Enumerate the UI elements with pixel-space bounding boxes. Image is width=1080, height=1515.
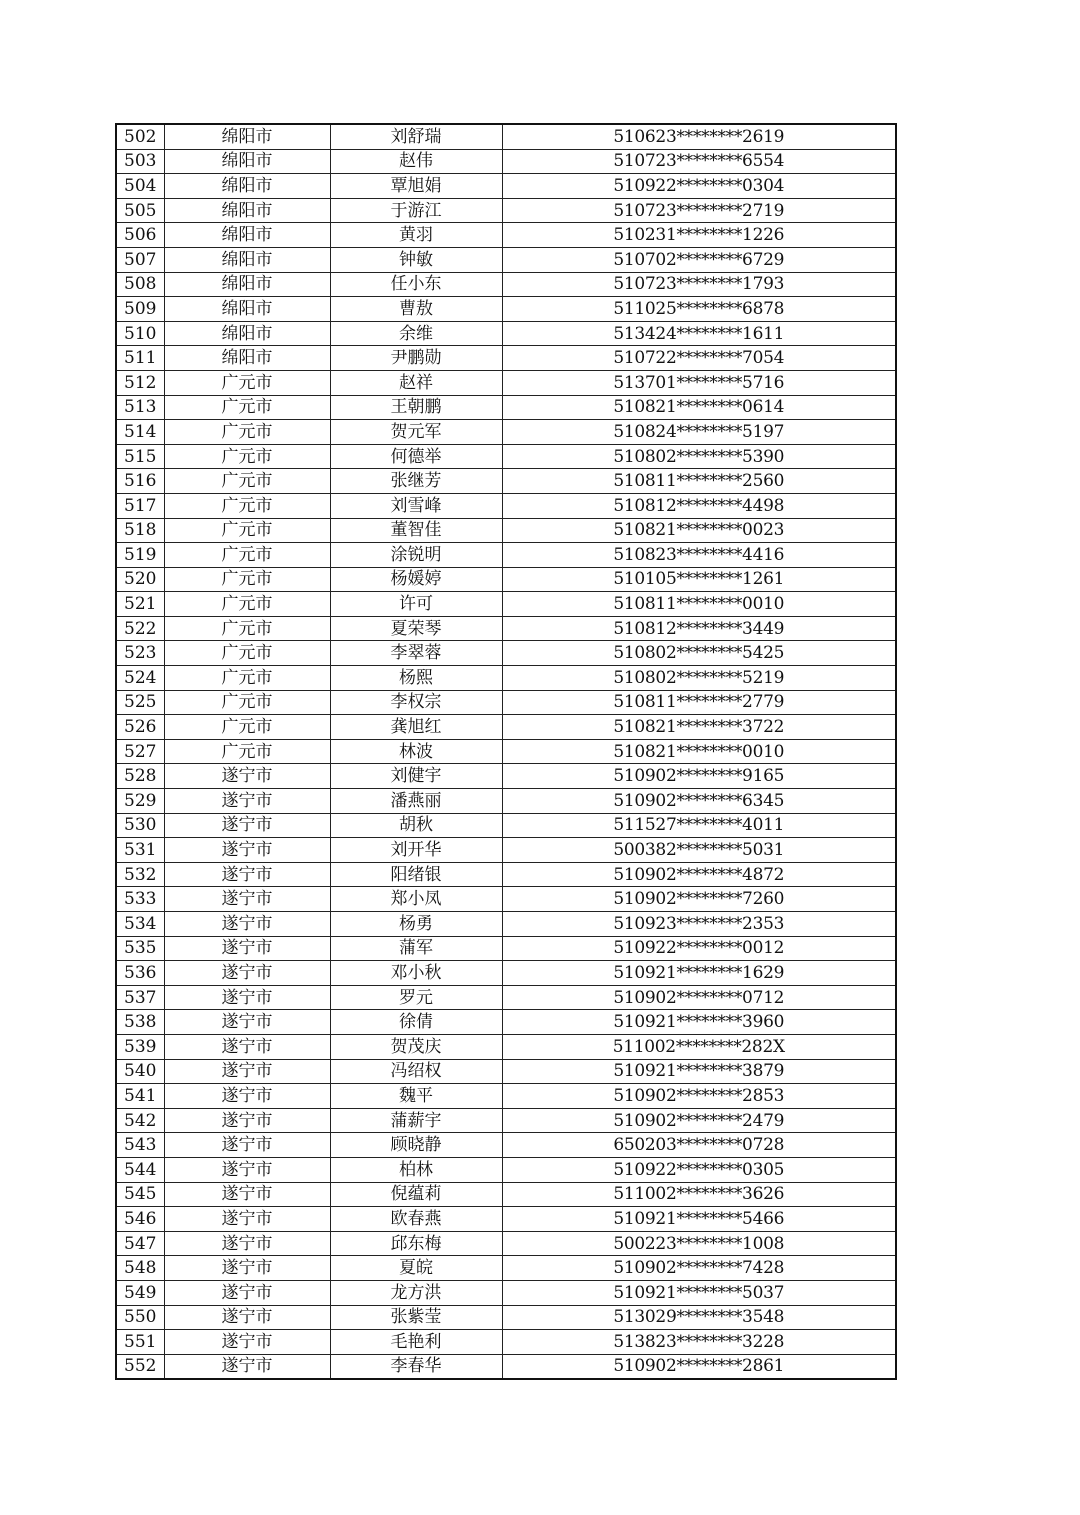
name-cell: 黄羽 xyxy=(330,223,502,248)
name-cell: 郑小凤 xyxy=(330,887,502,912)
table-row xyxy=(116,198,896,223)
id-number-cell: 511025********6878 xyxy=(502,297,896,322)
name-cell: 董智佳 xyxy=(330,518,502,543)
city-cell: 遂宁市 xyxy=(164,1059,330,1084)
city-cell: 广元市 xyxy=(164,444,330,469)
name-cell: 张继芳 xyxy=(330,469,502,494)
name-cell: 杨勇 xyxy=(330,912,502,937)
table-row xyxy=(116,493,896,518)
name-cell: 赵伟 xyxy=(330,149,502,174)
id-number-cell: 510902********7428 xyxy=(502,1256,896,1281)
city-cell: 遂宁市 xyxy=(164,862,330,887)
table-row xyxy=(116,149,896,174)
name-cell: 尹鹏勋 xyxy=(330,346,502,371)
row-number-cell: 528 xyxy=(116,764,164,789)
id-number-cell: 510811********0010 xyxy=(502,592,896,617)
city-cell: 遂宁市 xyxy=(164,1157,330,1182)
id-number-cell: 510821********0614 xyxy=(502,395,896,420)
name-cell: 刘健宇 xyxy=(330,764,502,789)
table-row xyxy=(116,444,896,469)
id-number-cell: 513701********5716 xyxy=(502,370,896,395)
city-cell: 遂宁市 xyxy=(164,813,330,838)
table-row xyxy=(116,862,896,887)
row-number-cell: 506 xyxy=(116,223,164,248)
row-number-cell: 518 xyxy=(116,518,164,543)
name-cell: 邱东梅 xyxy=(330,1231,502,1256)
table-row xyxy=(116,1330,896,1355)
table-row xyxy=(116,764,896,789)
city-cell: 广元市 xyxy=(164,395,330,420)
table-row xyxy=(116,739,896,764)
name-cell: 阳绪银 xyxy=(330,862,502,887)
roster-table xyxy=(115,123,897,1380)
table-row xyxy=(116,321,896,346)
id-number-cell: 510105********1261 xyxy=(502,567,896,592)
row-number-cell: 513 xyxy=(116,395,164,420)
row-number-cell: 549 xyxy=(116,1280,164,1305)
row-number-cell: 517 xyxy=(116,493,164,518)
city-cell: 遂宁市 xyxy=(164,1354,330,1379)
id-number-cell: 500223********1008 xyxy=(502,1231,896,1256)
row-number-cell: 535 xyxy=(116,936,164,961)
city-cell: 绵阳市 xyxy=(164,223,330,248)
table-row xyxy=(116,1280,896,1305)
name-cell: 余维 xyxy=(330,321,502,346)
row-number-cell: 531 xyxy=(116,838,164,863)
row-number-cell: 520 xyxy=(116,567,164,592)
table-row xyxy=(116,1133,896,1158)
table-row xyxy=(116,1157,896,1182)
city-cell: 遂宁市 xyxy=(164,961,330,986)
city-cell: 遂宁市 xyxy=(164,985,330,1010)
city-cell: 绵阳市 xyxy=(164,149,330,174)
row-number-cell: 526 xyxy=(116,715,164,740)
id-number-cell: 510723********2719 xyxy=(502,198,896,223)
row-number-cell: 529 xyxy=(116,789,164,814)
name-cell: 徐倩 xyxy=(330,1010,502,1035)
table-row xyxy=(116,1034,896,1059)
row-number-cell: 547 xyxy=(116,1231,164,1256)
table-row xyxy=(116,985,896,1010)
name-cell: 何德举 xyxy=(330,444,502,469)
name-cell: 刘雪峰 xyxy=(330,493,502,518)
name-cell: 刘舒瑞 xyxy=(330,124,502,149)
city-cell: 遂宁市 xyxy=(164,936,330,961)
id-number-cell: 513029********3548 xyxy=(502,1305,896,1330)
name-cell: 于游江 xyxy=(330,198,502,223)
table-row xyxy=(116,961,896,986)
roster-table-body xyxy=(116,124,896,1379)
row-number-cell: 540 xyxy=(116,1059,164,1084)
name-cell: 王朝鹏 xyxy=(330,395,502,420)
row-number-cell: 515 xyxy=(116,444,164,469)
id-number-cell: 510923********2353 xyxy=(502,912,896,937)
table-row xyxy=(116,469,896,494)
row-number-cell: 519 xyxy=(116,543,164,568)
row-number-cell: 510 xyxy=(116,321,164,346)
table-row xyxy=(116,247,896,272)
name-cell: 钟敏 xyxy=(330,247,502,272)
id-number-cell: 510921********3879 xyxy=(502,1059,896,1084)
table-row xyxy=(116,1305,896,1330)
table-row xyxy=(116,395,896,420)
name-cell: 刘开华 xyxy=(330,838,502,863)
name-cell: 李翠蓉 xyxy=(330,641,502,666)
row-number-cell: 532 xyxy=(116,862,164,887)
city-cell: 广元市 xyxy=(164,469,330,494)
row-number-cell: 544 xyxy=(116,1157,164,1182)
table-row xyxy=(116,1084,896,1109)
city-cell: 遂宁市 xyxy=(164,1207,330,1232)
row-number-cell: 514 xyxy=(116,420,164,445)
name-cell: 贺茂庆 xyxy=(330,1034,502,1059)
city-cell: 广元市 xyxy=(164,493,330,518)
id-number-cell: 510823********4416 xyxy=(502,543,896,568)
id-number-cell: 510902********2853 xyxy=(502,1084,896,1109)
id-number-cell: 510231********1226 xyxy=(502,223,896,248)
name-cell: 夏荣琴 xyxy=(330,616,502,641)
name-cell: 龙方洪 xyxy=(330,1280,502,1305)
table-row xyxy=(116,223,896,248)
city-cell: 遂宁市 xyxy=(164,1108,330,1133)
name-cell: 许可 xyxy=(330,592,502,617)
city-cell: 广元市 xyxy=(164,420,330,445)
name-cell: 涂锐明 xyxy=(330,543,502,568)
name-cell: 曹敖 xyxy=(330,297,502,322)
row-number-cell: 503 xyxy=(116,149,164,174)
table-row xyxy=(116,420,896,445)
table-row xyxy=(116,715,896,740)
name-cell: 柏林 xyxy=(330,1157,502,1182)
id-number-cell: 510821********3722 xyxy=(502,715,896,740)
name-cell: 胡秋 xyxy=(330,813,502,838)
id-number-cell: 510902********4872 xyxy=(502,862,896,887)
id-number-cell: 510723********6554 xyxy=(502,149,896,174)
id-number-cell: 510922********0305 xyxy=(502,1157,896,1182)
row-number-cell: 537 xyxy=(116,985,164,1010)
id-number-cell: 510902********0712 xyxy=(502,985,896,1010)
name-cell: 龚旭红 xyxy=(330,715,502,740)
id-number-cell: 510902********2861 xyxy=(502,1354,896,1379)
table-row xyxy=(116,297,896,322)
table-row xyxy=(116,1182,896,1207)
id-number-cell: 510902********6345 xyxy=(502,789,896,814)
row-number-cell: 507 xyxy=(116,247,164,272)
name-cell: 杨熙 xyxy=(330,666,502,691)
name-cell: 蒲薪宇 xyxy=(330,1108,502,1133)
id-number-cell: 510811********2779 xyxy=(502,690,896,715)
id-number-cell: 510824********5197 xyxy=(502,420,896,445)
city-cell: 绵阳市 xyxy=(164,346,330,371)
table-row xyxy=(116,1207,896,1232)
id-number-cell: 510922********0304 xyxy=(502,174,896,199)
row-number-cell: 512 xyxy=(116,370,164,395)
city-cell: 广元市 xyxy=(164,690,330,715)
id-number-cell: 510811********2560 xyxy=(502,469,896,494)
city-cell: 遂宁市 xyxy=(164,1256,330,1281)
row-number-cell: 533 xyxy=(116,887,164,912)
name-cell: 夏皖 xyxy=(330,1256,502,1281)
name-cell: 贺元军 xyxy=(330,420,502,445)
table-row xyxy=(116,567,896,592)
name-cell: 潘燕丽 xyxy=(330,789,502,814)
city-cell: 绵阳市 xyxy=(164,247,330,272)
row-number-cell: 548 xyxy=(116,1256,164,1281)
row-number-cell: 538 xyxy=(116,1010,164,1035)
id-number-cell: 510623********2619 xyxy=(502,124,896,149)
id-number-cell: 650203********0728 xyxy=(502,1133,896,1158)
id-number-cell: 510922********0012 xyxy=(502,936,896,961)
id-number-cell: 511527********4011 xyxy=(502,813,896,838)
name-cell: 魏平 xyxy=(330,1084,502,1109)
name-cell: 李春华 xyxy=(330,1354,502,1379)
city-cell: 遂宁市 xyxy=(164,838,330,863)
row-number-cell: 546 xyxy=(116,1207,164,1232)
table-row xyxy=(116,813,896,838)
city-cell: 绵阳市 xyxy=(164,321,330,346)
row-number-cell: 521 xyxy=(116,592,164,617)
city-cell: 广元市 xyxy=(164,616,330,641)
city-cell: 广元市 xyxy=(164,715,330,740)
row-number-cell: 552 xyxy=(116,1354,164,1379)
row-number-cell: 541 xyxy=(116,1084,164,1109)
table-row xyxy=(116,789,896,814)
table-row xyxy=(116,641,896,666)
id-number-cell: 510802********5425 xyxy=(502,641,896,666)
city-cell: 广元市 xyxy=(164,739,330,764)
row-number-cell: 539 xyxy=(116,1034,164,1059)
row-number-cell: 550 xyxy=(116,1305,164,1330)
city-cell: 绵阳市 xyxy=(164,198,330,223)
name-cell: 蒲军 xyxy=(330,936,502,961)
table-row xyxy=(116,887,896,912)
id-number-cell: 510802********5390 xyxy=(502,444,896,469)
table-row xyxy=(116,370,896,395)
id-number-cell: 511002********3626 xyxy=(502,1182,896,1207)
city-cell: 广元市 xyxy=(164,641,330,666)
name-cell: 林波 xyxy=(330,739,502,764)
city-cell: 绵阳市 xyxy=(164,272,330,297)
id-number-cell: 510812********3449 xyxy=(502,616,896,641)
city-cell: 广元市 xyxy=(164,543,330,568)
row-number-cell: 516 xyxy=(116,469,164,494)
id-number-cell: 510702********6729 xyxy=(502,247,896,272)
row-number-cell: 527 xyxy=(116,739,164,764)
table-row xyxy=(116,272,896,297)
id-number-cell: 510821********0010 xyxy=(502,739,896,764)
id-number-cell: 510902********7260 xyxy=(502,887,896,912)
row-number-cell: 525 xyxy=(116,690,164,715)
table-row xyxy=(116,936,896,961)
name-cell: 倪蕴莉 xyxy=(330,1182,502,1207)
city-cell: 遂宁市 xyxy=(164,912,330,937)
table-row xyxy=(116,518,896,543)
row-number-cell: 545 xyxy=(116,1182,164,1207)
name-cell: 毛艳利 xyxy=(330,1330,502,1355)
city-cell: 遂宁市 xyxy=(164,789,330,814)
table-row xyxy=(116,912,896,937)
table-row xyxy=(116,1354,896,1379)
name-cell: 杨媛婷 xyxy=(330,567,502,592)
name-cell: 罗元 xyxy=(330,985,502,1010)
city-cell: 遂宁市 xyxy=(164,887,330,912)
city-cell: 广元市 xyxy=(164,518,330,543)
row-number-cell: 509 xyxy=(116,297,164,322)
id-number-cell: 500382********5031 xyxy=(502,838,896,863)
table-row xyxy=(116,543,896,568)
name-cell: 顾晓静 xyxy=(330,1133,502,1158)
id-number-cell: 510902********2479 xyxy=(502,1108,896,1133)
name-cell: 欧春燕 xyxy=(330,1207,502,1232)
id-number-cell: 510723********1793 xyxy=(502,272,896,297)
row-number-cell: 522 xyxy=(116,616,164,641)
row-number-cell: 536 xyxy=(116,961,164,986)
name-cell: 冯绍权 xyxy=(330,1059,502,1084)
city-cell: 遂宁市 xyxy=(164,1330,330,1355)
row-number-cell: 523 xyxy=(116,641,164,666)
id-number-cell: 510821********0023 xyxy=(502,518,896,543)
city-cell: 遂宁市 xyxy=(164,1133,330,1158)
city-cell: 遂宁市 xyxy=(164,1305,330,1330)
name-cell: 李权宗 xyxy=(330,690,502,715)
id-number-cell: 510921********5466 xyxy=(502,1207,896,1232)
city-cell: 广元市 xyxy=(164,666,330,691)
row-number-cell: 504 xyxy=(116,174,164,199)
city-cell: 广元市 xyxy=(164,567,330,592)
id-number-cell: 510921********1629 xyxy=(502,961,896,986)
table-row xyxy=(116,690,896,715)
city-cell: 遂宁市 xyxy=(164,1182,330,1207)
table-row xyxy=(116,174,896,199)
city-cell: 遂宁市 xyxy=(164,1280,330,1305)
id-number-cell: 511002********282X xyxy=(502,1034,896,1059)
id-number-cell: 510722********7054 xyxy=(502,346,896,371)
table-row xyxy=(116,838,896,863)
table-row xyxy=(116,1256,896,1281)
city-cell: 绵阳市 xyxy=(164,124,330,149)
row-number-cell: 543 xyxy=(116,1133,164,1158)
table-row xyxy=(116,616,896,641)
name-cell: 邓小秋 xyxy=(330,961,502,986)
id-number-cell: 513424********1611 xyxy=(502,321,896,346)
table-row xyxy=(116,1059,896,1084)
row-number-cell: 551 xyxy=(116,1330,164,1355)
id-number-cell: 510921********5037 xyxy=(502,1280,896,1305)
id-number-cell: 510902********9165 xyxy=(502,764,896,789)
city-cell: 绵阳市 xyxy=(164,297,330,322)
row-number-cell: 511 xyxy=(116,346,164,371)
name-cell: 赵祥 xyxy=(330,370,502,395)
city-cell: 广元市 xyxy=(164,370,330,395)
table-row xyxy=(116,666,896,691)
city-cell: 绵阳市 xyxy=(164,174,330,199)
row-number-cell: 542 xyxy=(116,1108,164,1133)
table-row xyxy=(116,1108,896,1133)
name-cell: 张紫莹 xyxy=(330,1305,502,1330)
row-number-cell: 534 xyxy=(116,912,164,937)
row-number-cell: 505 xyxy=(116,198,164,223)
table-row xyxy=(116,346,896,371)
table-row xyxy=(116,124,896,149)
id-number-cell: 510921********3960 xyxy=(502,1010,896,1035)
row-number-cell: 524 xyxy=(116,666,164,691)
table-row xyxy=(116,592,896,617)
table-row xyxy=(116,1231,896,1256)
table-row xyxy=(116,1010,896,1035)
city-cell: 广元市 xyxy=(164,592,330,617)
city-cell: 遂宁市 xyxy=(164,764,330,789)
city-cell: 遂宁市 xyxy=(164,1231,330,1256)
id-number-cell: 513823********3228 xyxy=(502,1330,896,1355)
row-number-cell: 530 xyxy=(116,813,164,838)
row-number-cell: 508 xyxy=(116,272,164,297)
row-number-cell: 502 xyxy=(116,124,164,149)
id-number-cell: 510802********5219 xyxy=(502,666,896,691)
city-cell: 遂宁市 xyxy=(164,1084,330,1109)
id-number-cell: 510812********4498 xyxy=(502,493,896,518)
name-cell: 任小东 xyxy=(330,272,502,297)
name-cell: 覃旭娟 xyxy=(330,174,502,199)
city-cell: 遂宁市 xyxy=(164,1034,330,1059)
city-cell: 遂宁市 xyxy=(164,1010,330,1035)
